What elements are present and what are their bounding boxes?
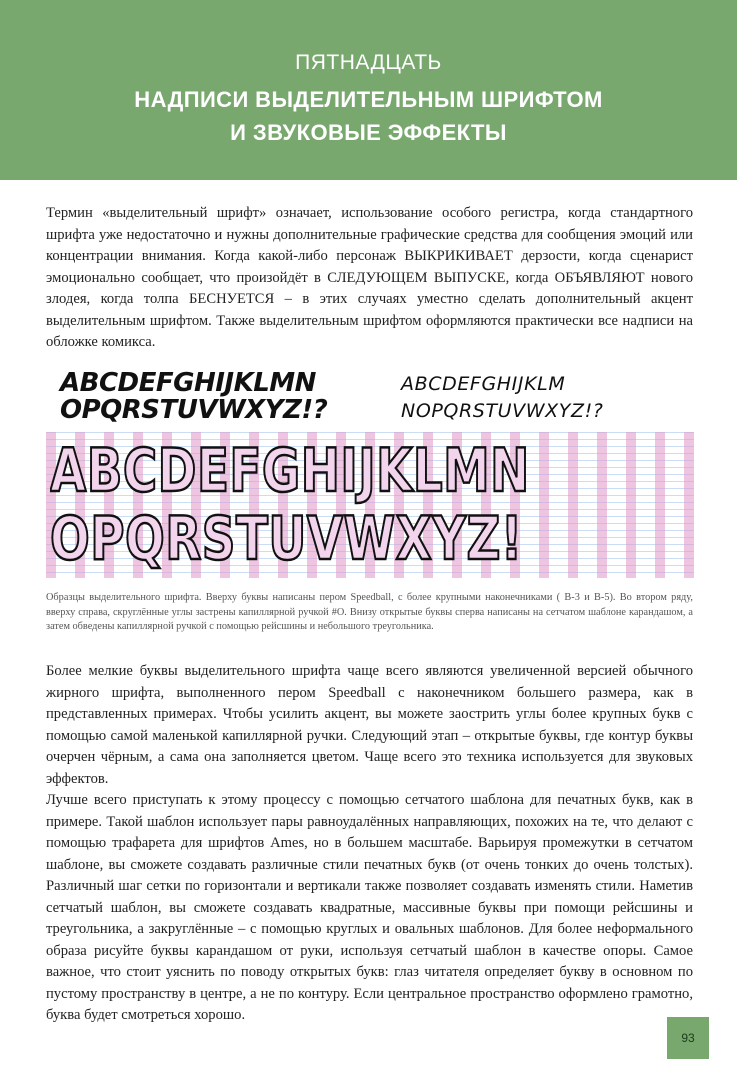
open-letters-row-2: OPQRSTUVWXYZ! — [50, 504, 523, 574]
chapter-header — [0, 0, 737, 180]
speedball-letters-row-1: ABCDEFGHIJKLMN — [60, 368, 316, 398]
grid-template — [46, 432, 694, 578]
rounded-letters-row-2: NOPQRSTUVWXYZ!? — [401, 400, 604, 422]
body-paragraph-2: Более мелкие буквы выделительного шрифта чаще всего являются увеличенной версией обычного жирного шрифта, выполненного пером Speedball с наконечником большего размера, как в представленных примерах. Чтобы усилить акцент, вы можете заострить углы более крупных букв с помощью самой маленькой капиллярной ручки. Следующий этап – открытые буквы, где контур буквы очерчен чёрным, а сама она заполняется цветом. Чаще всего это техника используется для звуковых эффектов. — [46, 663, 693, 787]
chapter-title-line-1: НАДПИСИ ВЫДЕЛИТЕЛЬНЫМ ШРИФТОМ — [134, 87, 603, 112]
lettering-illustration — [46, 368, 694, 578]
page-number: 93 — [667, 1017, 709, 1059]
body-paragraph-3: Лучше всего приступать к этому процессу с помощью сетчатого шаблона для печатных букв, как в примере. Такой шаблон использует пары равноудалённых направляющих, похожих на те, что делают с помощью трафарета для шрифтов Ames, но в большем масштабе. Варьируя промежутки в сетчатом шаблоне, вы сможете создавать различные стили печатных букв (от очень тонких до очень толстых). Различный шаг сетки по горизонтали и вертикали также позволяет создавать изменять стили. Наметив сетчатый шаблон, вы сможете создавать квадратные, массивные буквы при помощи рейсшины и треугольника, а закруглённые – с помощью круглых и овальных шаблонов. Для более неформального образа рисуйте буквы карандашом от руки, используя сетчатый шаблон в качестве опоры. Самое важное, что стоит уяснить по поводу открытых букв: глаз читателя определяет букву в основном по пустому пространству в центре, а не по контуру. Если центральное пространство оформлено грамотно, буква будет смотреться хорошо. — [46, 792, 693, 1023]
speedball-letters-row-2: OPQRSTUVWXYZ!? — [60, 395, 328, 425]
script-row-bottom — [46, 395, 694, 425]
chapter-number: ПЯТНАДЦАТЬ — [295, 51, 442, 74]
rounded-letters-row-1: ABCDEFGHIJKLM — [401, 373, 566, 395]
open-letters-row-1: ABCDEFGHIJKLMN — [50, 436, 530, 506]
illustration-caption: Образцы выделительного шрифта. Вверху буквы написаны пером Speedball, с более крупными наконечниками ( B-3 и B-5). Во втором ряду, вверху справа, скруглённые углы застрены капиллярной ручкой #O. Внизу открытые буквы сперва написаны на сетчатом шаблоне карандашом, а затем обведены капиллярной ручкой с помощью рейсшины и небольшого треугольника. — [46, 592, 693, 632]
intro-paragraph: Термин «выделительный шрифт» означает, использование особого регистра, когда стандартного шрифта уже недостаточно и нужны дополнительные графические средства для сообщения эмоций или концентрации внимания. Когда какой-либо персонаж ВЫКРИКИВАЕТ дерзости, когда сценарист эмоционально сообщает, что произойдёт в СЛЕДУЮЩЕМ ВЫПУСКЕ, когда ОБЪЯВЛЯЮТ нового злодея, когда толпа БЕСНУЕТСЯ – в этих случаях уместно сделать дополнительный акцент выделительным шрифтом. Также выделительным шрифтом оформляются практически все надписи на обложке комикса. — [46, 205, 693, 350]
script-row-top — [46, 368, 694, 398]
chapter-title-line-2: И ЗВУКОВЫЕ ЭФФЕКТЫ — [230, 120, 507, 145]
